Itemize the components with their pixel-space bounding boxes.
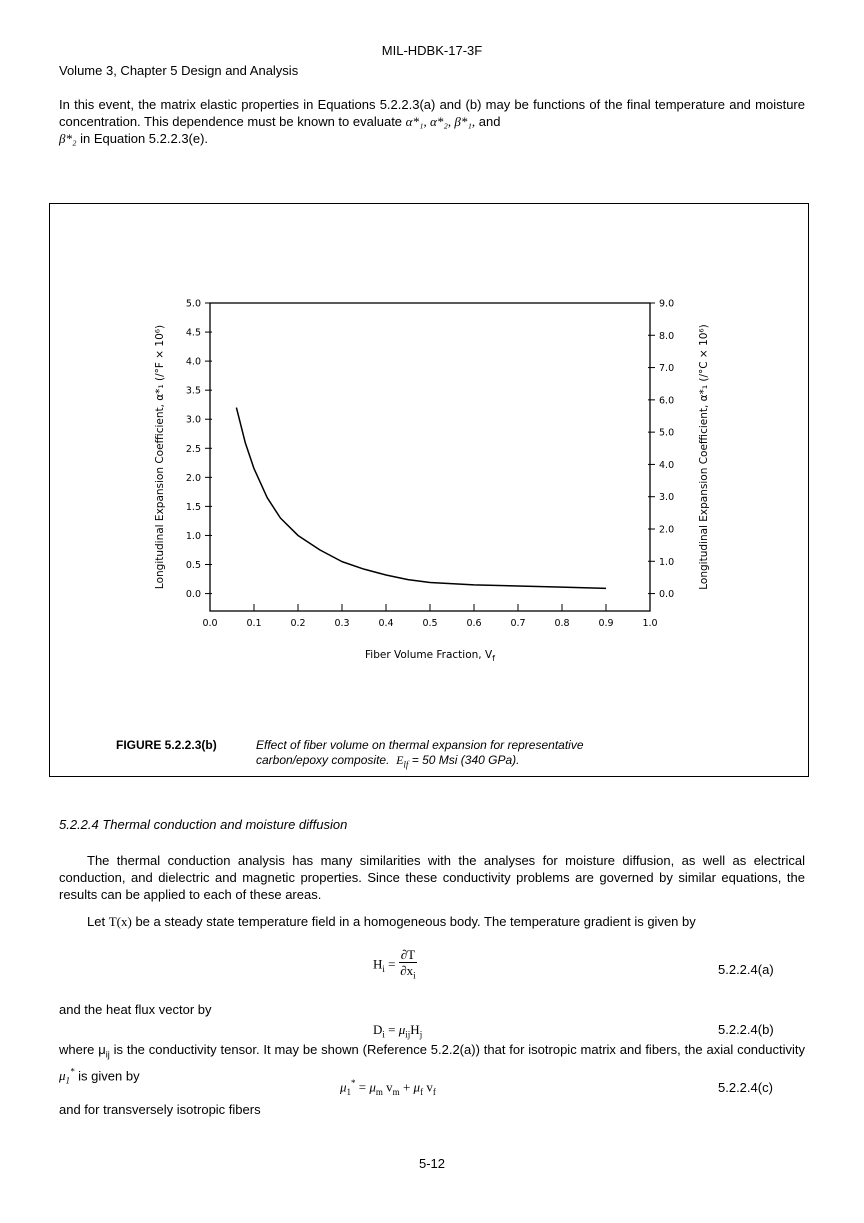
x-tick-label: 1.0	[642, 618, 658, 629]
equation-b: $D_i = \mu_{ij}H_j$	[373, 1022, 423, 1040]
y-right-tick-label: 1.0	[659, 556, 675, 568]
intro-symbols: α*₁, α*₂, β*₁,	[405, 114, 476, 129]
y-left-tick-label: 0.0	[185, 589, 201, 601]
paragraph-5: and for transversely isotropic fibers	[59, 1102, 261, 1117]
x-tick-label: 0.7	[510, 618, 526, 629]
figure-caption-text-3-sub: lf	[403, 759, 409, 770]
plot-frame	[210, 303, 650, 611]
x-tick-label: 0.8	[554, 618, 570, 629]
y-right-tick-label: 8.0	[659, 330, 675, 342]
y-left-tick-label: 1.0	[185, 530, 201, 542]
x-tick-label: 0.9	[598, 618, 614, 629]
y-left-tick-label: 3.0	[185, 414, 201, 426]
equation-b-lhs: D	[373, 1022, 383, 1037]
equation-c-label: 5.2.2.4(c)	[718, 1080, 773, 1095]
figure-caption-text-4: = 50 Msi (340 GPa).	[408, 753, 520, 767]
equation-a-numerator: ∂T	[400, 947, 416, 962]
intro-text-3: in Equation 5.2.2.3(e).	[80, 131, 209, 146]
series-line	[236, 408, 606, 589]
section-header: Volume 3, Chapter 5 Design and Analysis	[59, 63, 299, 78]
paragraph-1: The thermal conduction analysis has many similarities with the analyses for moisture diffusion, as well as electrical conduction, and dielectric and magnetic properties. Since these conductivity problems are governed by similar equations, the results can be applied to each of these areas.	[59, 853, 805, 902]
paragraph-2-symbol: T(x)	[108, 914, 132, 929]
x-tick-label: 0.0	[202, 618, 218, 629]
y-right-tick-label: 2.0	[659, 524, 675, 536]
y-left-tick-label: 5.0	[185, 298, 201, 310]
x-axis-label-sub: f	[492, 654, 495, 663]
x-tick-label: 0.2	[290, 618, 306, 629]
equation-b-label: 5.2.2.4(b)	[718, 1022, 774, 1037]
equation-a-lhs: H	[373, 956, 383, 972]
intro-text-2: and	[478, 114, 501, 129]
figure-caption	[116, 738, 756, 772]
paragraph-4-text-c: is given by	[78, 1067, 140, 1083]
section-heading: 5.2.2.4 Thermal conduction and moisture diffusion	[59, 817, 348, 832]
y-right-tick-label: 5.0	[659, 427, 675, 439]
equation-a-denominator: ∂x	[400, 963, 414, 978]
document-id: MIL-HDBK-17-3F	[381, 43, 483, 58]
x-tick-label: 0.3	[334, 618, 350, 629]
y-left-axis-label: Longitudinal Expansion Coefficient, α*₁ (/°F × 10⁶)	[154, 324, 166, 590]
paragraph-2-text-a: Let	[87, 914, 106, 929]
x-tick-label: 0.4	[378, 618, 394, 629]
equation-a-denominator-sub: i	[413, 970, 416, 981]
y-right-tick-label: 4.0	[659, 459, 675, 471]
figure-caption-label: FIGURE 5.2.2.3(b)	[116, 738, 217, 752]
paragraph-2	[59, 913, 805, 930]
equation-a: $H_i$ = $\frac{\partial T}{\partial x_i}$	[373, 947, 417, 984]
paragraph-4-text-b: is the conductivity tensor. It may be shown (Reference 5.2.2(a)) that for isotropic matrix and fibers, the axial conductivity	[113, 1042, 805, 1057]
figure-caption-text-3: E	[396, 753, 404, 767]
y-right-tick-label: 0.0	[659, 589, 675, 601]
equation-a-lhs-sub: i	[382, 963, 385, 974]
y-left-tick-label: 0.5	[185, 560, 201, 572]
y-left-tick-label: 4.0	[185, 356, 201, 368]
y-right-axis-label: Longitudinal Expansion Coefficient, α*₁ (/°C × 10⁶)	[698, 324, 710, 590]
y-right-tick-label: 3.0	[659, 492, 675, 504]
y-right-tick-label: 7.0	[659, 363, 675, 375]
y-right-tick-label: 9.0	[659, 298, 675, 310]
intro-text-1: In this event, the matrix elastic properties in Equations 5.2.2.3(a) and (b) may be functions of the final temperature and moisture concentration. This dependence must be known to evaluate	[59, 97, 805, 129]
x-axis-label: Fiber Volume Fraction, $V_f$	[365, 649, 495, 663]
equation-a-fraction	[399, 947, 417, 984]
paragraph-4-sub: ij	[105, 1049, 110, 1060]
page-number: 5-12	[418, 1156, 446, 1171]
figure-caption-text-1: Effect of fiber volume on thermal expansion for representative	[256, 738, 584, 752]
intro-symbol-beta2: β*₂	[59, 131, 77, 146]
y-right-tick-label: 6.0	[659, 395, 675, 407]
figure-caption-text-2: carbon/epoxy composite.	[256, 753, 390, 767]
x-tick-label: 0.5	[422, 618, 438, 629]
paragraph-3: and the heat flux vector by	[59, 1002, 212, 1017]
x-tick-label: 0.6	[466, 618, 482, 629]
y-left-tick-label: 1.5	[185, 501, 201, 513]
paragraph-4-symbol: $\mu_1^*$	[59, 1066, 75, 1086]
x-tick-label: 0.1	[246, 618, 262, 629]
equation-a-label: 5.2.2.4(a)	[718, 962, 774, 977]
paragraph-2-text-b: be a steady state temperature field in a homogeneous body. The temperature gradient is given by	[135, 914, 696, 929]
y-left-tick-label: 2.5	[185, 443, 201, 455]
paragraph-4-text-a: where μ	[59, 1042, 106, 1057]
y-left-tick-label: 2.0	[185, 472, 201, 484]
y-left-tick-label: 4.5	[185, 327, 201, 339]
equation-c: $\mu_1^* = \mu_m$ $v_m + \mu_f$ $v_f$	[340, 1078, 436, 1097]
y-left-tick-label: 3.5	[185, 385, 201, 397]
